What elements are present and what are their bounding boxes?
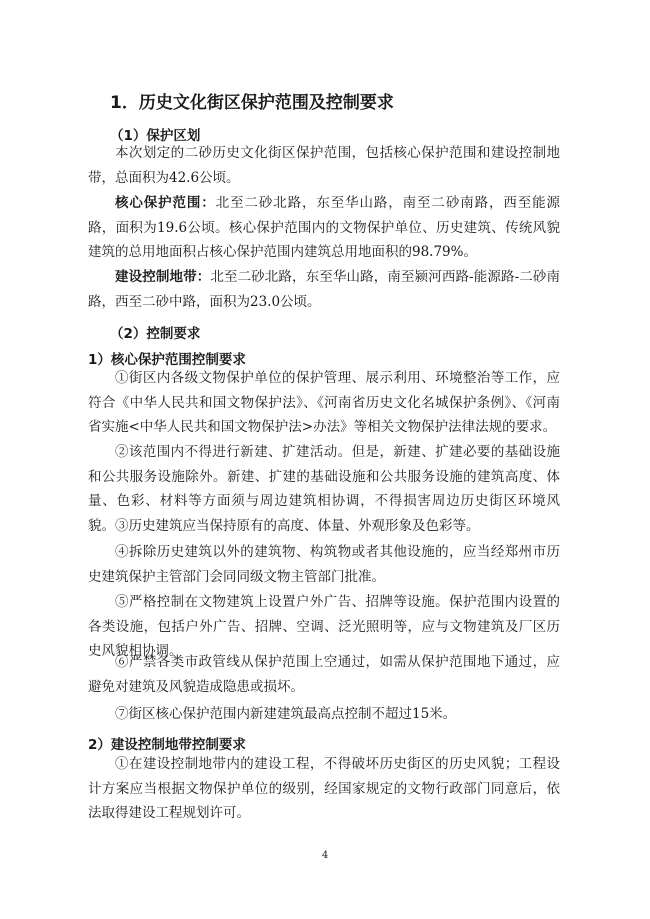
- core-requirement-item: ①街区内各级文物保护单位的保护管理、展示利用、环境整治等工作，应符合《中华人民共和国文物保护法》、《河南省历史文化名城保护条例》、《河南省实施<中华人民共和国文物保护法>办法》等相关文物保护法律法规的要求。: [88, 370, 560, 435]
- buffer-zone-lead: 建设控制地带：: [115, 269, 211, 285]
- section-title: 1．历史文化街区保护范围及控制要求: [110, 93, 394, 113]
- core-zone-lead: 核心保护范围：: [115, 195, 216, 211]
- buffer-requirement-item: ①在建设控制地带内的建设工程，不得破坏历史街区的历史风貌；工程设计方案应当根据文物保护单位的级别，经国家规定的文物行政部门同意后，依法取得建设工程规划许可。: [88, 756, 560, 821]
- subsection-heading-protection-zones: （1）保护区划: [110, 128, 201, 144]
- core-zone-paragraph: [88, 191, 560, 265]
- core-zone-text: 北至二砂北路，东至华山路，南至二砂南路，西至能源路，面积为19.6公顷。核心保护范围内的文物保护单位、历史建筑、传统风貌建筑的总用地面积占核心保护范围内建筑总用地面积的98.79%。: [88, 195, 561, 260]
- core-requirements-heading: 1）核心保护范围控制要求: [88, 352, 246, 368]
- buffer-zone-paragraph: [88, 265, 560, 314]
- core-requirement-item: ③历史建筑应当保持原有的高度、体量、外观形象及色彩等。: [115, 518, 480, 534]
- page-number: 4: [321, 850, 329, 861]
- core-requirement-item: ⑥严禁各类市政管线从保护范围上空通过，如需从保护范围地下通过，应避免对建筑及风貌造成隐患或损坏。: [88, 654, 560, 695]
- core-requirement-item: ②该范围内不得进行新建、扩建活动。但是，新建、扩建必要的基础设施和公共服务设施除外。新建、扩建的基础设施和公共服务设施的建筑高度、体量、色彩、材料等方面须与周边建筑相协调，不得损害周边历史街区环境风貌。: [88, 444, 560, 534]
- buffer-zone-text: 北至二砂北路，东至华山路，南至颍河西路-能源路-二砂南路，西至二砂中路，面积为23.0公顷。: [88, 269, 561, 310]
- subsection-heading-control-requirements: （2）控制要求: [110, 326, 201, 342]
- core-requirement-item: ⑦街区核心保护范围内新建建筑最高点控制不超过15米。: [115, 706, 457, 722]
- core-requirement-item: ⑤严格控制在文物建筑上设置户外广告、招牌等设施。保护范围内设置的各类设施，包括户外广告、招牌、空调、泛光照明等，应与文物建筑及厂区历史风貌相协调。: [88, 594, 560, 659]
- intro-paragraph: 本次划定的二砂历史文化街区保护范围，包括核心保护范围和建设控制地带，总面积为42.6公顷。: [88, 145, 560, 186]
- core-requirement-item: ④拆除历史建筑以外的建筑物、构筑物或者其他设施的，应当经郑州市历史建筑保护主管部门会同同级文物主管部门批准。: [88, 544, 560, 585]
- buffer-requirements-heading: 2）建设控制地带控制要求: [88, 737, 246, 753]
